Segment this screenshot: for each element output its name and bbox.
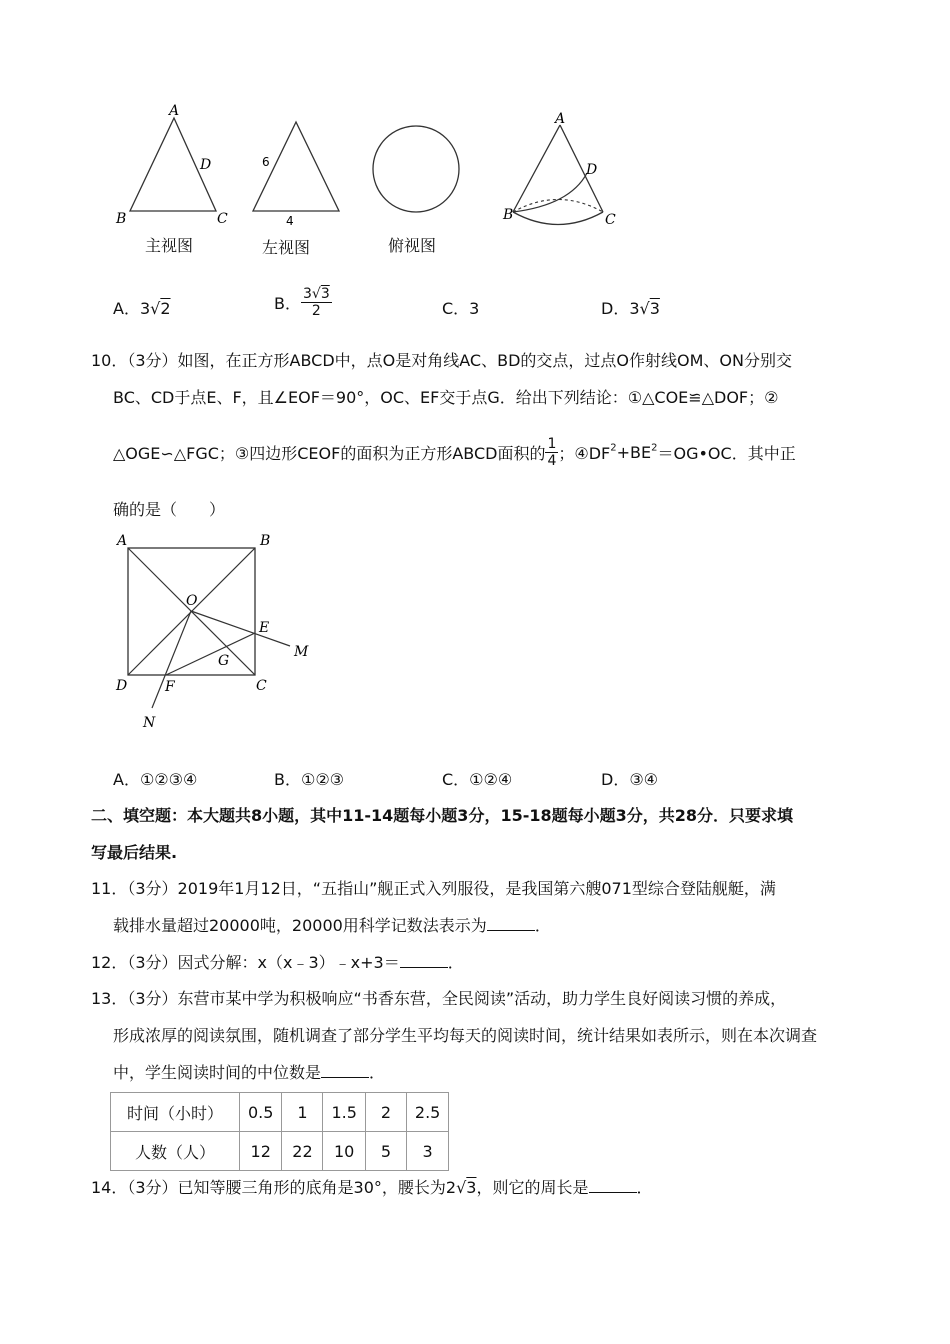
table-cell: 10 xyxy=(323,1132,365,1171)
front-label-c: C xyxy=(217,211,228,227)
fig10-label-e: E xyxy=(259,620,270,636)
section2-heading-line2: 写最后结果. xyxy=(91,843,178,862)
q13-line3: 中，学生阅读时间的中位数是 ． xyxy=(113,1063,386,1082)
q11-answer-blank[interactable] xyxy=(487,916,535,931)
q13-line2: 形成浓厚的阅读氛围，随机调查了部分学生平均每天的阅读时间，统计结果如表所示，则在本次调查 xyxy=(113,1026,818,1045)
cone-base-front xyxy=(513,212,603,225)
cone-label-c: C xyxy=(605,212,616,228)
cone-label-a: A xyxy=(555,111,566,127)
q9-option-d-label: D．3 xyxy=(601,299,640,318)
q13-answer-blank[interactable] xyxy=(321,1063,369,1078)
table-cell: 1.5 xyxy=(323,1093,365,1132)
front-view-caption: 主视图 xyxy=(145,236,194,255)
fig10-label-n: N xyxy=(143,715,156,731)
q9-option-b-label: B． xyxy=(274,294,301,313)
top-view-caption: 俯视图 xyxy=(388,236,437,255)
left-view-caption: 左视图 xyxy=(262,238,311,257)
section2-heading-line1: 二、填空题：本大题共8小题，其中11-14题每小题3分，15-18题每小题3分，共28分．只要求填 xyxy=(91,806,794,825)
table-cell: 22 xyxy=(282,1132,323,1171)
q9-option-b[interactable] xyxy=(274,286,332,319)
q9-option-d[interactable]: D．3√3 xyxy=(601,299,660,318)
q9-option-a-label: A．3 xyxy=(113,299,151,318)
table-row xyxy=(111,1132,449,1171)
q10-option-d[interactable]: D．③④ xyxy=(601,770,659,789)
table-cell: 3 xyxy=(406,1132,448,1171)
q12: 12．（3分）因式分解：x（x﹣3）﹣x+3＝ ． xyxy=(91,953,464,972)
fig10-label-g: G xyxy=(218,653,230,669)
fig10-label-c: C xyxy=(256,678,267,694)
q13-table xyxy=(110,1092,449,1171)
table-cell: 2.5 xyxy=(406,1093,448,1132)
front-label-b: B xyxy=(116,211,127,227)
table-cell: 5 xyxy=(365,1132,406,1171)
q9-option-d-radicand: 3 xyxy=(649,299,660,318)
front-label-a: A xyxy=(169,103,180,119)
cone-label-b: B xyxy=(503,207,514,223)
q10-line1: 10．（3分）如图，在正方形ABCD中，点O是对角线AC、BD的交点，过点O作射线OM、ON分别交 xyxy=(91,351,792,370)
fig10-label-m: M xyxy=(294,644,309,660)
cone-label-d: D xyxy=(586,162,598,178)
fig10-label-f: F xyxy=(165,679,175,695)
q10-figure xyxy=(110,528,330,738)
table-cell: 0.5 xyxy=(240,1093,282,1132)
q14-answer-blank[interactable] xyxy=(589,1178,637,1193)
table-cell: 1 xyxy=(282,1093,323,1132)
table-row xyxy=(111,1093,449,1132)
q10-option-a[interactable]: A．①②③④ xyxy=(113,770,198,789)
q9-option-b-fraction: $\frac{3√3}{2}$ xyxy=(302,286,330,319)
ray-om xyxy=(191,611,290,646)
q10-fraction: $\frac{1}{4}$ xyxy=(547,436,557,469)
q10-line4: 确的是（ ） xyxy=(113,500,226,519)
q9-option-a[interactable]: A．3√2 xyxy=(113,299,171,318)
fig10-label-b: B xyxy=(260,533,271,549)
left-label-base: 4 xyxy=(286,214,294,228)
table-header-count: 人数（人） xyxy=(111,1132,240,1171)
q14-radicand: 3 xyxy=(466,1178,477,1197)
fig10-label-d: D xyxy=(116,678,128,694)
left-label-side: 6 xyxy=(262,155,270,169)
front-label-d: D xyxy=(200,157,212,173)
table-header-time: 时间（小时） xyxy=(111,1093,240,1132)
table-cell: 2 xyxy=(365,1093,406,1132)
q11-line2: 载排水量超过20000吨，20000用科学记数法表示为 ． xyxy=(113,916,551,935)
q9-option-a-radicand: 2 xyxy=(160,299,171,318)
q12-answer-blank[interactable] xyxy=(400,953,448,968)
fig10-label-o: O xyxy=(186,593,198,609)
q10-option-b[interactable]: B．①②③ xyxy=(274,770,345,789)
fig10-label-a: A xyxy=(117,533,128,549)
table-cell: 12 xyxy=(240,1132,282,1171)
q11-line1: 11．（3分）2019年1月12日，“五指山”舰正式入列服役，是我国第六艘071型综合登陆舰艇，满 xyxy=(91,879,776,898)
q10-line3: △OGE∽△FGC；③四边形CEOF的面积为正方形ABCD面积的 $\frac{1}{4}$ ；$④DF^2+BE^2=OG•OC$．其中正 xyxy=(113,436,796,469)
q13-line1: 13．（3分）东营市某中学为积极响应“书香东营，全民阅读”活动，助力学生良好阅读习惯的养成， xyxy=(91,989,787,1008)
top-view-circle xyxy=(373,126,459,212)
q10-option-c[interactable]: C．①②④ xyxy=(442,770,513,789)
q10-line2: BC、CD于点E、F，且∠EOF＝90°，OC、EF交于点G．给出下列结论：①△COE≌△DOF；② xyxy=(113,388,779,407)
q9-option-c[interactable]: C．3 xyxy=(442,299,480,318)
q14: 14．（3分）已知等腰三角形的底角是30°，腰长为2√3，则它的周长是 ． xyxy=(91,1178,653,1197)
